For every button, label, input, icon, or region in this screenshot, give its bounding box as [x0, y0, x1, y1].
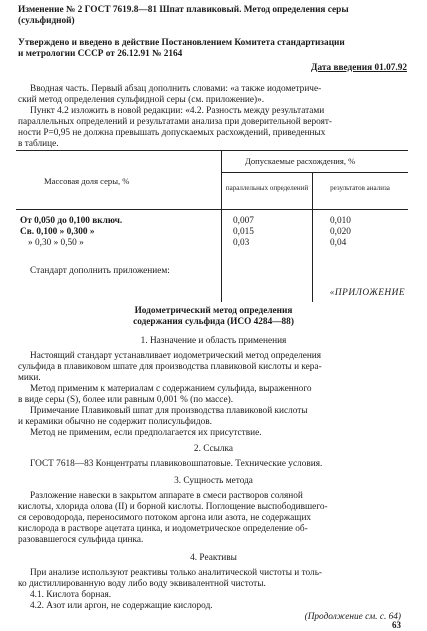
- section-line: разовавшегося сульфида цинка.: [18, 535, 144, 545]
- section-line: Настоящий стандарт устанавливает иодометрический метод определения: [30, 351, 322, 361]
- section-title: 2. Ссылка: [193, 444, 234, 454]
- continued-note: (Продолжение см. с. 64): [304, 612, 401, 622]
- change-title-cont: (сульфидной): [18, 16, 75, 26]
- section-line: ся сероводорода, переносимого потоком аргона или азота, не содержащих: [18, 513, 312, 523]
- approval-line: Утверждено и введено в действие Постановлением Комитета стандартизации: [18, 38, 345, 48]
- intro-line: ский метод определения сульфидной серы (см. приложение)».: [18, 95, 265, 105]
- table-header-mass-fraction: Массовая доля серы, %: [44, 176, 130, 186]
- addendum-text: Стандарт дополнить приложением:: [30, 266, 170, 276]
- section-title: 1. Назначение и область применения: [140, 336, 287, 346]
- table-cell-range: От 0,050 до 0,100 включ.: [20, 216, 123, 226]
- section-title: 3. Сущность метода: [174, 476, 253, 486]
- appendix-title-2: содержания сульфида (ИСО 4284—88): [133, 317, 294, 327]
- appendix-title: Иодометрический метод определения: [134, 306, 293, 316]
- section-line: мики.: [18, 373, 41, 383]
- table-cell-range: Св. 0,100 » 0,300 »: [20, 227, 95, 237]
- intro-line: Пункт 4.2 изложить в новой редакции: «4.2. Разность между результатами: [30, 106, 325, 116]
- section-line: 4.1. Кислота борная.: [30, 590, 112, 600]
- appendix-label: «ПРИЛОЖЕНИЕ: [329, 288, 405, 298]
- section-title: 4. Реактивы: [190, 553, 237, 563]
- change-title: Изменение № 2 ГОСТ 7619.8—81 Шпат плавиковый. Метод определения серы: [18, 5, 349, 15]
- section-line: ко дистиллированную воду либо воду эквивалентной чистоты.: [18, 579, 266, 589]
- intro-line: параллельных определений и результатами анализа при доверительной вероят-: [18, 117, 333, 127]
- table-cell-result: 0,020: [330, 227, 351, 237]
- table-subheader-parallel: параллельных определений: [225, 184, 309, 192]
- section-line: При анализе используют реактивы только аналитической чистоты и толь-: [30, 568, 323, 578]
- section-line: ГОСТ 7618—83 Концентраты плавиковошпатовые. Технические условия.: [30, 459, 323, 469]
- table-subheader-result: результатов анализа: [330, 184, 390, 192]
- section-line: 4.2. Азот или аргон, не содержащие кислород.: [30, 601, 213, 611]
- section-line: Метод не применим, если предполагается их присутствие.: [30, 428, 262, 438]
- intro-line: в таблице.: [18, 139, 59, 149]
- section-line: сульфида в плавиковом шпате для производства плавиковой кислоты и кера-: [18, 362, 322, 372]
- table-cell-range: » 0,30 » 0,50 »: [28, 238, 84, 248]
- table-header-tolerances: Допускаемые расхождения, %: [245, 156, 356, 166]
- approval-line-2: и метрологии СССР от 26.12.91 № 2164: [18, 49, 183, 59]
- effective-date: Дата введения 01.07.92: [311, 63, 407, 73]
- table-cell-parallel: 0,03: [233, 238, 250, 248]
- table-cell-parallel: 0,007: [233, 216, 254, 226]
- table-cell-result: 0,04: [330, 238, 347, 248]
- section-line: и керамики обычно не содержит полисульфидов.: [18, 417, 212, 427]
- section-line: Разложение навески в закрытом аппарате в смеси растворов соляной: [30, 491, 303, 501]
- table-cell-result: 0,010: [330, 216, 351, 226]
- section-line: Примечание Плавиковый шпат для производства плавиковой кислоты: [30, 406, 308, 416]
- section-line: кислорода в растворе ацетата цинка, и иодометрическое определение об-: [18, 524, 308, 534]
- intro-line: Вводная часть. Первый абзац дополнить словами: «а также иодометриче-: [30, 84, 322, 94]
- section-line: в виде серы (S), более или равным 0,001 % (по массе).: [18, 395, 234, 405]
- table-cell-parallel: 0,015: [233, 227, 254, 237]
- section-line: Метод применим к материалам с содержанием сульфида, выраженного: [30, 384, 312, 394]
- page-number: 63: [392, 620, 401, 630]
- intro-line: ности P=0,95 не должна превышать допускаемых расхождений, приведенных: [18, 128, 326, 138]
- section-line: кислоты, хлорида олова (II) и борной кислоты. Поглощение выспободившего-: [18, 502, 328, 512]
